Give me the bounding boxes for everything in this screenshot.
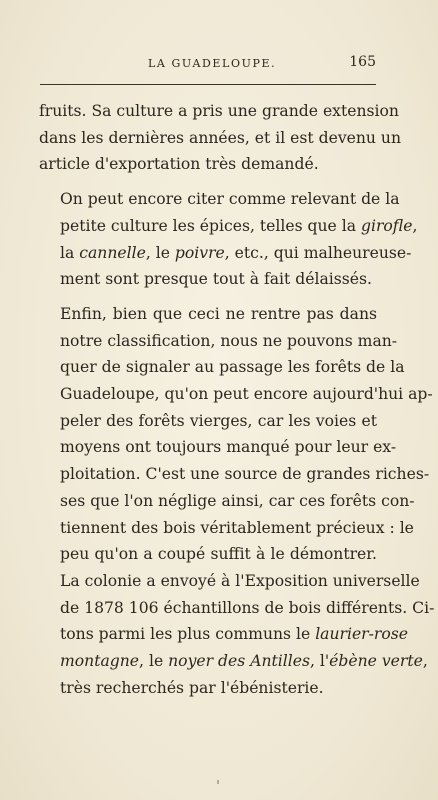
text-line: quer de signaler au passage les forêts de la xyxy=(60,358,405,377)
italic-term: cannelle xyxy=(79,243,146,262)
text-line: article d'exportation très demandé. xyxy=(39,155,319,174)
paragraph-1 xyxy=(39,98,401,178)
running-title: LA GUADELOUPE. xyxy=(148,57,277,70)
italic-term: noyer des Antilles xyxy=(168,652,310,671)
paragraph-3 xyxy=(39,301,435,702)
paragraph-2 xyxy=(39,186,418,293)
text-line: fruits. Sa culture a pris une grande extension xyxy=(39,102,399,120)
text-line: La colonie a envoyé à l'Exposition universelle xyxy=(60,571,420,590)
italic-term: laurier-rose xyxy=(315,625,408,644)
text-line: petite culture les épices, telles que la girofle, xyxy=(60,216,418,235)
text-line: tiennent des bois véritablement précieux : le xyxy=(60,518,414,537)
text-line: peler des forêts vierges, car les voies et xyxy=(60,411,377,430)
text-line: ploitation. C'est une source de grandes riches- xyxy=(60,465,430,484)
text-line: notre classification, nous ne pouvons man- xyxy=(60,331,398,350)
text-line: montagne, le noyer des Antilles, l'ébène verte, xyxy=(60,652,428,671)
text-line: peu qu'on a coupé suffit à le démontrer. xyxy=(60,545,377,564)
text-line: ses que l'on néglige ainsi, car ces forêts con- xyxy=(60,491,415,510)
italic-term: ébène verte xyxy=(329,652,423,671)
text-line: de 1878 106 échantillons de bois différents. Ci- xyxy=(60,598,435,617)
header-rule xyxy=(40,84,376,85)
text-line: très recherchés par l'ébénisterie. xyxy=(60,678,324,697)
text-line: dans les dernières années, et il est devenu un xyxy=(39,128,401,147)
text-line: On peut encore citer comme relevant de la xyxy=(60,190,400,209)
text-line: tons parmi les plus communs le laurier-rose xyxy=(60,625,408,644)
text-line: la cannelle, le poivre, etc., qui malheureuse- xyxy=(60,243,412,262)
body-text xyxy=(39,98,435,701)
italic-term: poivre xyxy=(174,243,225,262)
italic-term: montagne xyxy=(60,652,140,671)
text-line: moyens ont toujours manqué pour leur ex- xyxy=(60,438,397,457)
italic-term: girofle xyxy=(361,216,413,235)
page-number: 165 xyxy=(349,54,376,70)
text-line: Guadeloupe, qu'on peut encore aujourd'hui ap- xyxy=(60,385,433,404)
text-line: ment sont presque tout à fait délaissés. xyxy=(60,270,372,289)
page-header xyxy=(40,54,376,76)
text-line: Enfin, bien que ceci ne rentre pas dans xyxy=(60,304,377,323)
paper-speck xyxy=(217,780,219,784)
